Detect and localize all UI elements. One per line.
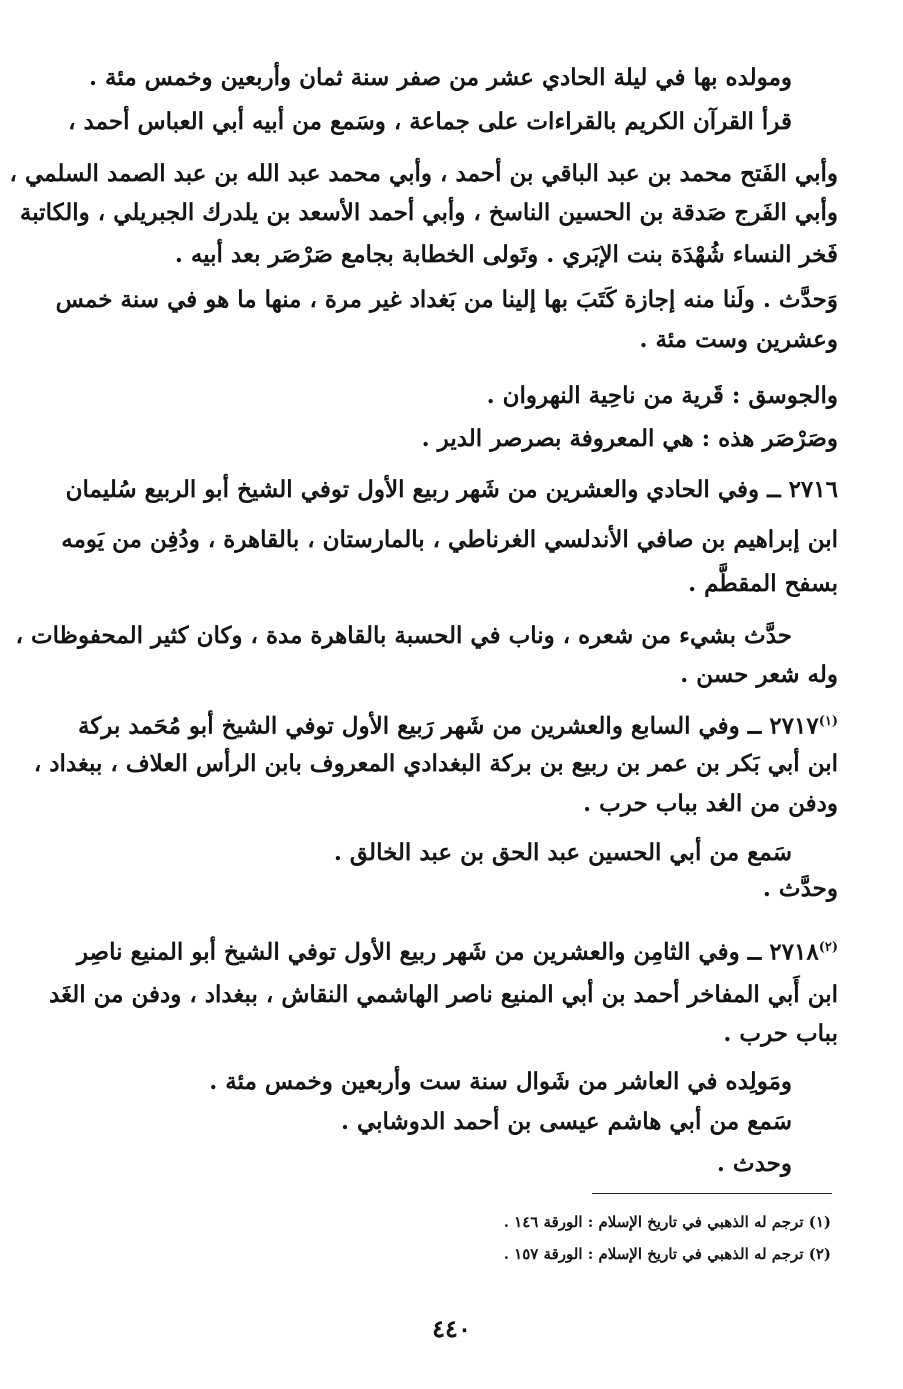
text-line: وأبي الفَرج صَدقة بن الحسين الناسخ ، وأبي أحمد الأسعد بن يلدرك الجبريلي ، والكاتبة <box>19 199 838 226</box>
text-line: سَمع من أبي هاشم عيسى بن أحمد الدوشابي . <box>340 1108 792 1135</box>
footnote-mark-1: (١) <box>818 714 838 729</box>
footnote-1: (١) ترجم له الذهبي في تاريخ الإسلام : الورقة ١٤٦ . <box>503 1213 831 1231</box>
footnote-mark-2: (٢) <box>818 940 838 955</box>
text-line: وحدث . <box>716 1150 792 1177</box>
page-number: ٤٤٠ <box>432 1314 471 1343</box>
text-line: ابن إبراهيم بن صافي الأندلسي الغرناطي ، بالمارستان ، بالقاهرة ، ودُفِن من يَومه <box>61 526 838 553</box>
text-line: وله شعر حسن . <box>680 661 838 688</box>
heading-text: ٢٧١٧ ــ وفي السابع والعشرين من شَهر رَبيع الأول توفي الشيخ أبو مُحَمد بركة <box>78 712 819 740</box>
entry-2717-heading <box>78 706 838 743</box>
text-line: ابن أَبي المفاخر أحمد بن أبي المنيع ناصر الهاشمي النقاش ، ببغداد ، ودفن من الغَد <box>49 981 838 1008</box>
heading-text: ٢٧١٨ ــ وفي الثامِن والعشرين من شَهر ربيع الأول توفي الشيخ أبو المنيع ناصِر <box>76 938 819 966</box>
entry-2716-heading: ٢٧١٦ ــ وفي الحادي والعشرين من شَهر ربيع الأول توفي الشيخ أبو الربيع سُليمان <box>65 476 838 503</box>
text-line: فَخر النساء شُهْدَة بنت الإبَري . وتَولى الخطابة بجامع صَرْصَر بعد أبيه . <box>174 241 838 268</box>
text-line: بسفح المقطَّم . <box>688 570 838 597</box>
text-line: وحدَّث . <box>762 875 838 902</box>
text-line: والجوسق : قَرية من ناحِية النهروان . <box>486 382 838 409</box>
footnote-divider <box>592 1193 832 1194</box>
text-line: وأبي الفَتح محمد بن عبد الباقي بن أحمد ، وأبي محمد عبد الله بن عبد الصمد السلمي ، <box>9 160 838 187</box>
text-line: ومَولِده في العاشر من شَوال سنة ست وأربعين وخمس مئة . <box>209 1068 792 1095</box>
text-line: ابن أبي بَكر بن عمر بن ربيع بن بركة البغدادي المعروف بابن الرأس العلاف ، ببغداد ، <box>33 750 838 777</box>
entry-2718-heading <box>77 932 838 969</box>
text-line: وصَرْصَر هذه : هي المعروفة بصرصر الدير . <box>421 425 838 452</box>
text-line: قرأ القرآن الكريم بالقراءات على جماعة ، وسَمع من أبيه أبي العباس أحمد ، <box>68 108 792 135</box>
text-line: ومولده بها في ليلة الحادي عشر من صفر سنة ثمان وأربعين وخمس مئة . <box>89 64 792 91</box>
text-line: سَمع من أبي الحسين عبد الحق بن عبد الخالق . <box>333 839 792 866</box>
text-line: حدَّث بشيء من شعره ، وناب في الحسبة بالقاهرة مدة ، وكان كثير المحفوظات ، <box>15 622 792 649</box>
text-line: بباب حرب . <box>723 1020 838 1047</box>
text-line: وَحدَّث . ولَنا منه إجازة كَتَبَ بها إلينا من بَغداد غير مرة ، منها ما هو في سنة خمس <box>55 286 838 313</box>
text-line: وعشرين وست مئة . <box>639 326 838 353</box>
text-line: ودفن من الغد بباب حرب . <box>583 790 838 817</box>
footnote-2: (٢) ترجم له الذهبي في تاريخ الإسلام : الورقة ١٥٧ . <box>503 1245 831 1263</box>
